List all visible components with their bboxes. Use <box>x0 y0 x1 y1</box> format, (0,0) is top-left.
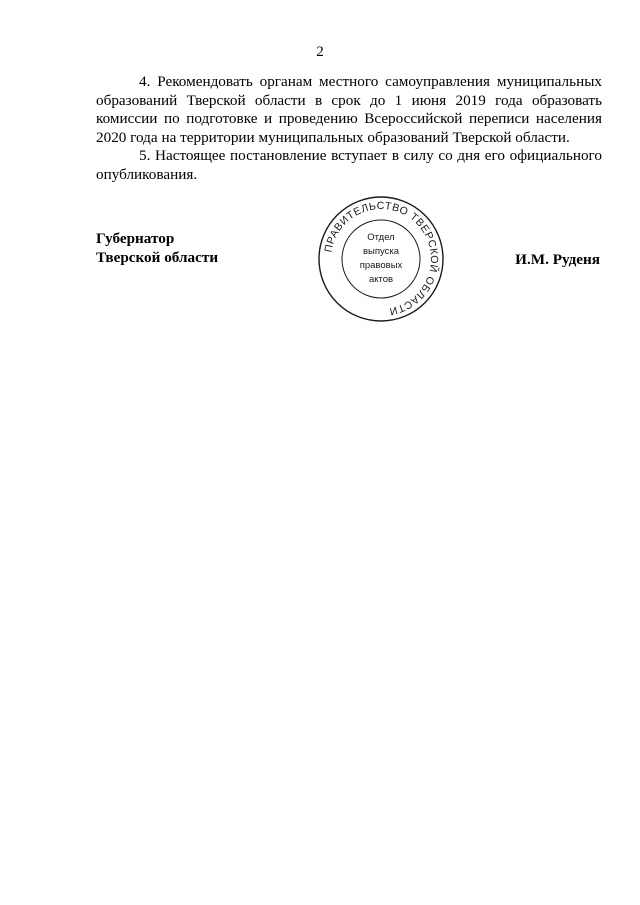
seal-center-line-2: выпуска <box>362 246 400 257</box>
official-seal <box>316 194 446 324</box>
seal-graphic <box>316 194 446 324</box>
seal-ring-textpath: ПРАВИТЕЛЬСТВО ТВЕРСКОЙ ОБЛАСТИ <box>322 199 441 318</box>
page-number: 2 <box>316 44 324 60</box>
seal-center-line-3: правовых <box>359 260 403 271</box>
seal-ring-text <box>322 200 440 317</box>
seal-outer-ring <box>319 197 443 321</box>
paragraph-5: 5. Настоящее постановление вступает в силу со дня его официального опубликования. <box>96 147 602 183</box>
signatory-position-line2: Тверской области <box>96 249 219 266</box>
seal-center-line-1: Отдел <box>367 232 395 243</box>
signatory-position <box>96 229 218 267</box>
seal-center-line-4: актов <box>368 274 394 285</box>
document-body <box>96 73 602 185</box>
signatory-position-line1: Губернатор <box>96 230 175 247</box>
paragraph-4: 4. Рекомендовать органам местного самоуправления муниципальных образований Тверской области в срок до 1 июня 2019 года образовать комиссии по подготовке и проведению Всероссийской переписи населения 2020 года на территории муниципальных образований Тверской области. <box>96 73 602 146</box>
signatory-name: И.М. Руденя <box>515 251 600 268</box>
